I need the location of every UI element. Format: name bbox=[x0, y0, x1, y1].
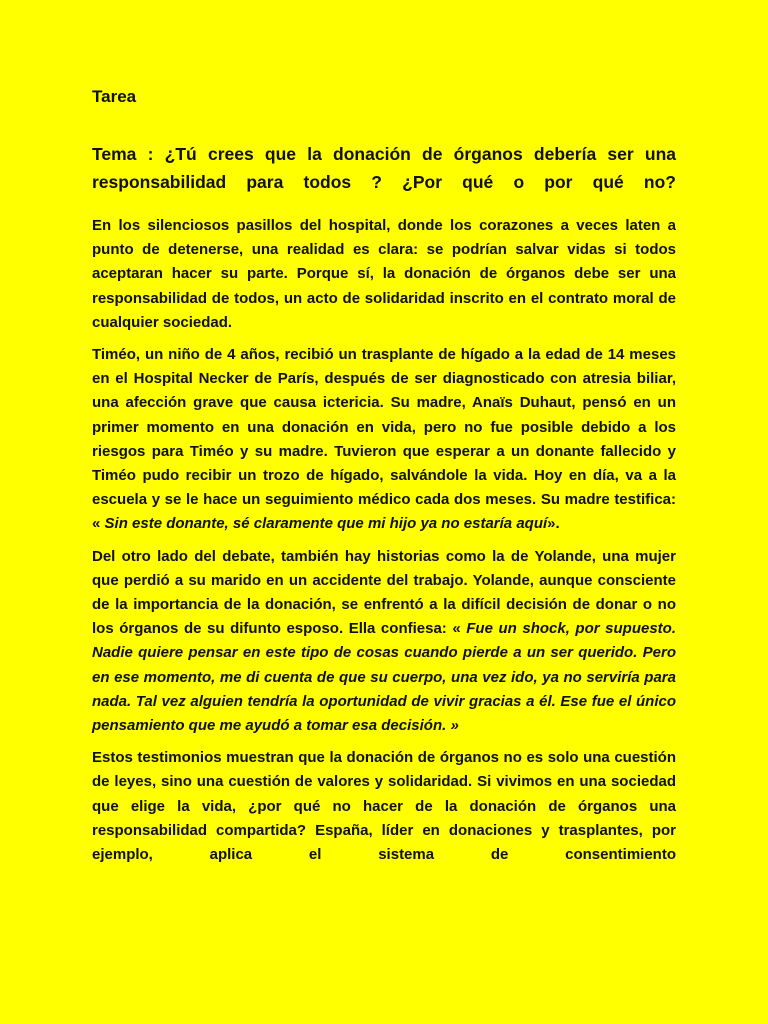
paragraph-timeo-quote: Sin este donante, sé claramente que mi hijo ya no estaría aquí bbox=[104, 515, 548, 533]
document-heading: Tarea bbox=[92, 87, 137, 106]
paragraph-timeo-text: Timéo, un niño de 4 años, recibió un trasplante de hígado a la edad de 14 meses en el Hospital Necker de París, después de ser diagnosticado con atresia biliar, una afección grave que causa ictericia. Su madre, Anaïs Duhaut, pensó en un primer momento en una donación en vida, pero no fue posible debido a los riesgos para Timéo y su madre. Tuvieron que esperar a un donante fallecido y Timéo pudo recibir un trozo de hígado, salvándole la vida. Hoy en día, va a la escuela y se le hace un seguimiento médico cada dos meses. Su madre testifica: « bbox=[92, 346, 676, 533]
paragraph-timeo-end: ». bbox=[547, 515, 560, 533]
paragraph-yolande-quote: Fue un shock, por supuesto. Nadie quiere pensar en este tipo de cosas cuando pierde a un ser querido. Pero en ese momento, me di cuenta de que su cuerpo, una vez ido, ya no serviría para nada. Tal vez alguien tendría la oportunidad de vivir gracias a él. Ese fue el único pensamiento que me ayudó a tomar esa decisión. » bbox=[92, 620, 676, 735]
paragraph-yolande-text: Del otro lado del debate, también hay historias como la de Yolande, una mujer que perdió a su marido en un accidente del trabajo. Yolande, aunque consciente de la importancia de la donación, se enfrentó a la difícil decisión de donar o no los órganos de su difunto esposo. Ella confiesa: « bbox=[92, 547, 676, 638]
paragraph-yolande bbox=[92, 545, 676, 739]
paragraph-conclusion: Estos testimonios muestran que la donación de órganos no es solo una cuestión de leyes, sino una cuestión de valores y solidaridad. Si vivimos en una sociedad que elige la vida, ¿por qué no hacer de la donación de órganos una responsabilidad compartida? España, líder en donaciones y trasplantes, por ejemplo, aplica el sistema de consentimiento bbox=[92, 749, 676, 864]
paragraph-intro: En los silenciosos pasillos del hospital, donde los corazones a veces laten a punto de detenerse, una realidad es clara: se podrían salvar vidas si todos aceptaran hacer su parte. Porque sí, la donación de órganos debe ser una responsabilidad de todos, un acto de solidaridad inscrito en el contrato moral de cualquier sociedad. bbox=[92, 217, 676, 331]
paragraph-timeo bbox=[92, 343, 676, 537]
topic-title: Tema : ¿Tú crees que la donación de órganos debería ser una responsabilidad para todos ? ¿Por qué o por qué no? bbox=[92, 144, 676, 192]
